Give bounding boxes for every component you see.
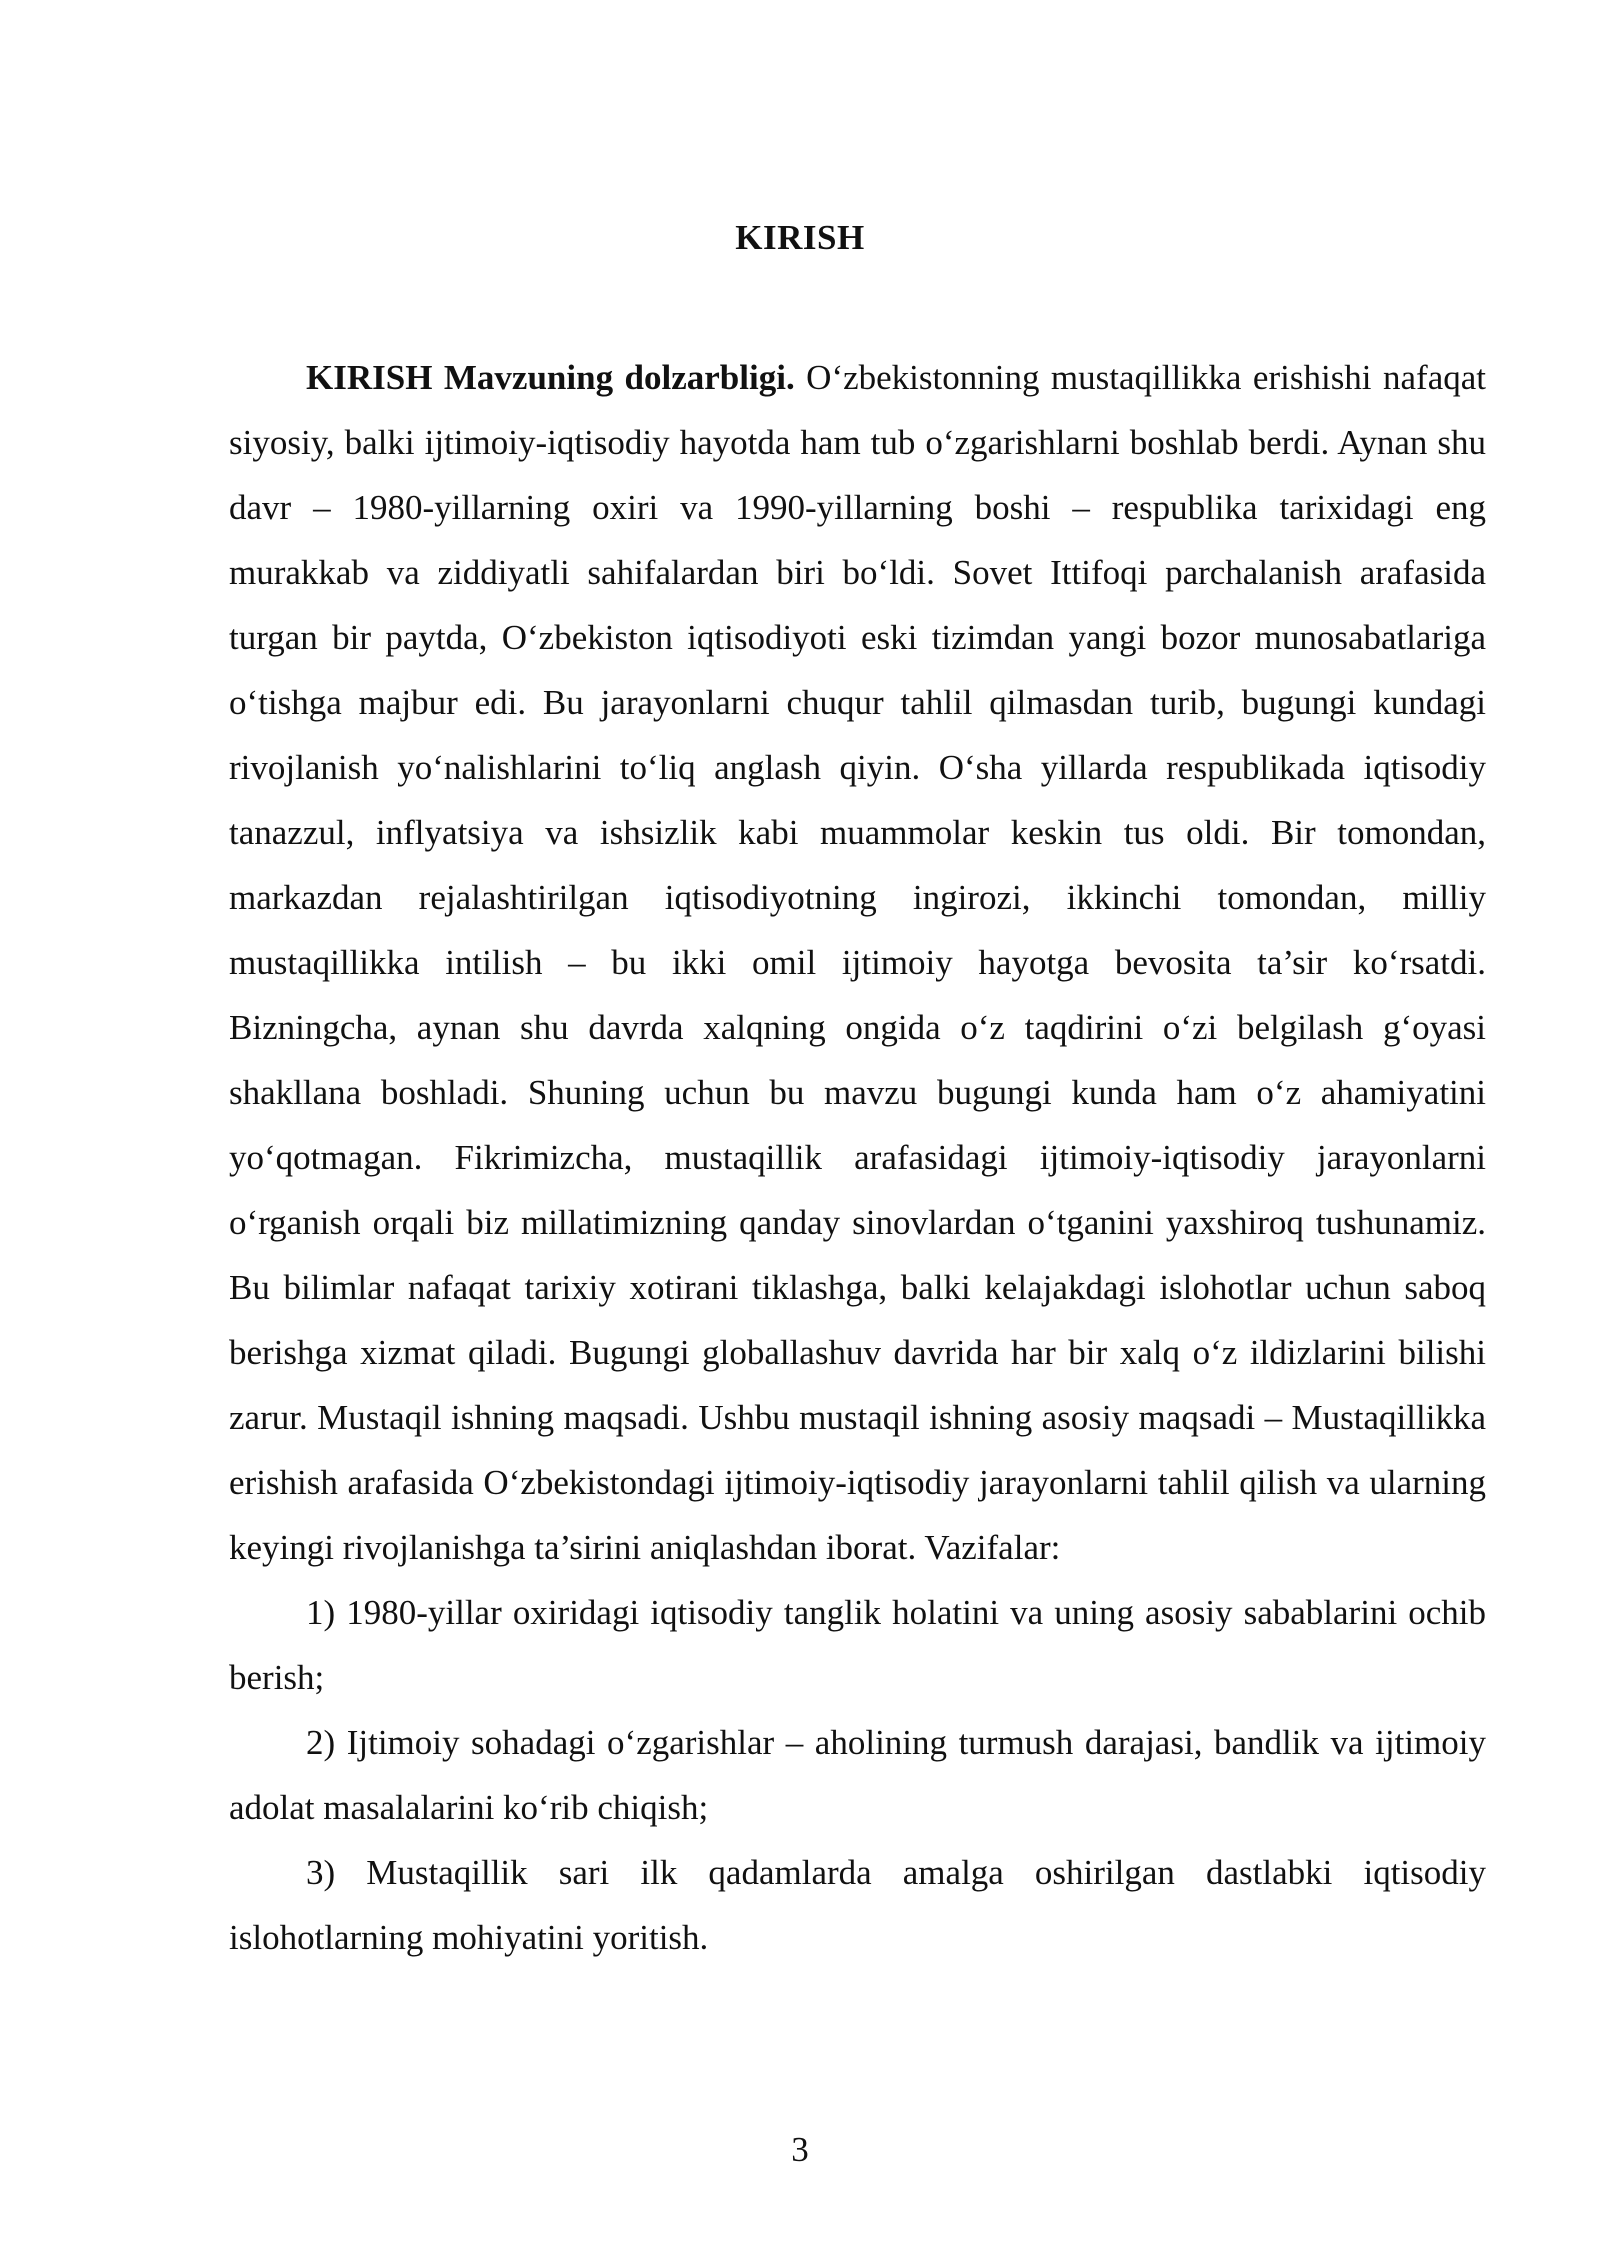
intro-paragraph: [229, 345, 1486, 1580]
body-text: [229, 345, 1486, 1970]
task-item: 3) Mustaqillik sari ilk qadamlarda amalga oshirilgan dastlabki iqtisodiy islohotlarning mohiyatini yoritish.: [229, 1853, 1486, 1957]
page-number: 3: [791, 2130, 809, 2169]
task-item: 2) Ijtimoiy sohadagi o‘zgarishlar – aholining turmush darajasi, bandlik va ijtimoiy adolat masalalarini ko‘rib chiqish;: [229, 1723, 1486, 1827]
page-title: KIRISH: [735, 218, 865, 257]
intro-lead: KIRISH Mavzuning dolzarbligi.: [306, 358, 795, 397]
intro-text: O‘zbekistonning mustaqillikka erishishi nafaqat siyosiy, balki ijtimoiy-iqtisodiy hayotda ham tub o‘zgarishlarni boshlab berdi. Aynan shu davr – 1980-yillarning oxiri va 1990-yillarning boshi – respublika tarixidagi eng murakkab va ziddiyatli sahifalardan biri bo‘ldi. Sovet Ittifoqi parchalanish arafasida turgan bir paytda, O‘zbekiston iqtisodiyoti eski tizimdan yangi bozor munosabatlariga o‘tishga majbur edi. Bu jarayonlarni chuqur tahlil qilmasdan turib, bugungi kundagi rivojlanish yo‘nalishlarini to‘liq anglash qiyin. O‘sha yillarda respublikada iqtisodiy tanazzul, inflyatsiya va ishsizlik kabi muammolar keskin tus oldi. Bir tomondan, markazdan rejalashtirilgan iqtisodiyotning ingirozi, ikkinchi tomondan, milliy mustaqillikka intilish – bu ikki omil ijtimoiy hayotga bevosita ta’sir ko‘rsatdi. Bizningcha, aynan shu davrda xalqning ongida o‘z taqdirini o‘zi belgilash g‘oyasi shakllana boshladi. Shuning uchun bu mavzu bugungi kunda ham o‘z ahamiyatini yo‘qotmagan. Fikrimizcha, mustaqillik arafasidagi ijtimoiy-iqtisodiy jarayonlarni o‘rganish orqali biz millatimizning qanday sinovlardan o‘tganini yaxshiroq tushunamiz. Bu bilimlar nafaqat tarixiy xotirani tiklashga, balki kelajakdagi islohotlar uchun saboq berishga xizmat qiladi. Bugungi globallashuv davrida har bir xalq o‘z ildizlarini bilishi zarur. Mustaqil ishning maqsadi. Ushbu mustaqil ishning asosiy maqsadi – Mustaqillikka erishish arafasida O‘zbekistondagi ijtimoiy-iqtisodiy jarayonlarni tahlil qilish va ularning keyingi rivojlanishga ta’sirini aniqlashdan iborat. Vazifalar:: [229, 358, 1486, 1567]
task-item: 1) 1980-yillar oxiridagi iqtisodiy tanglik holatini va uning asosiy sabablarini ochib berish;: [229, 1593, 1486, 1697]
